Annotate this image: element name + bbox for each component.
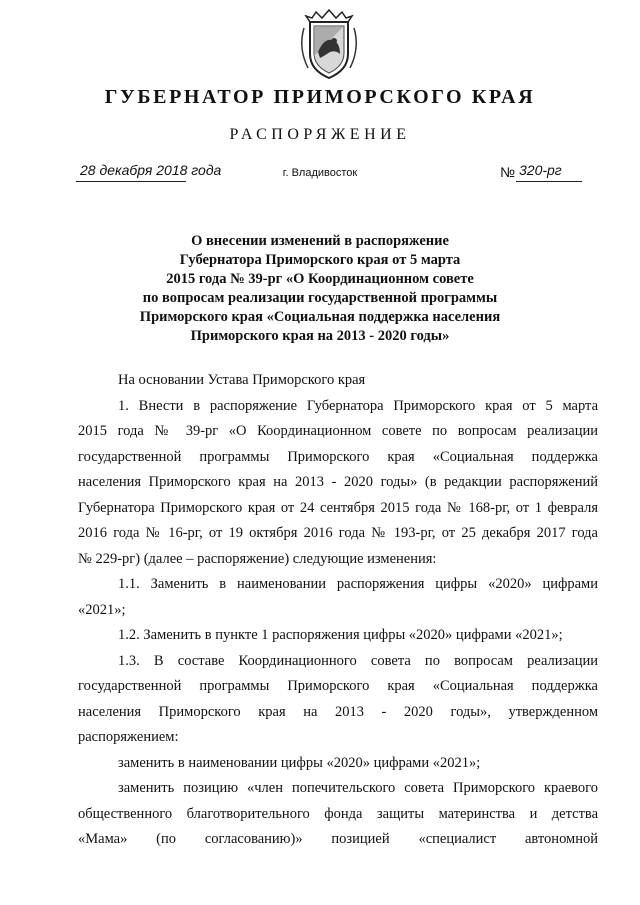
issuer-title: ГУБЕРНАТОР ПРИМОРСКОГО КРАЯ [104,86,536,108]
subject-line: Приморского края «Социальная поддержка населения [139,309,501,325]
date-underline [76,181,186,182]
subject-line: Губернатора Приморского края от 5 марта [179,252,461,268]
coat-of-arms-emblem [296,8,362,84]
body-line: «2021»; [78,601,126,618]
body-line: 1.2. Заменить в пункте 1 распоряжения цифры «2020» цифрами «2021»; [118,627,563,643]
body-line: 2015 года № 39-рг «О Координационном совете по вопросам реализации [78,423,598,439]
body-line: 1. Внести в распоряжение Губернатора Приморского края от 5 марта [118,397,598,414]
body-line: государственной программы Приморского края «Социальная поддержка [78,448,598,465]
subject-line: Приморского края на 2013 - 2020 годы» [190,328,450,344]
body-line: заменить позицию «член попечительского совета Приморского краевого [118,780,598,796]
number-label: № [500,164,516,180]
body-line: населения Приморского края на 2013 - 2020 годы» (в редакции распоряжений [78,474,598,490]
body-line: заменить в наименовании цифры «2020» цифрами «2021»; [118,754,481,771]
number-underline [516,181,582,182]
subject-line: О внесении изменений в распоряжение [191,233,449,249]
body-line: № 229-рг) (далее – распоряжение) следующие изменения: [78,550,437,567]
city-label: г. Владивосток [282,167,358,179]
document-type: РАСПОРЯЖЕНИЕ [229,126,411,143]
body-line: 2016 года № 16-рг, от 19 октября 2016 года № 193-рг, от 25 декабря 2017 года [78,525,598,541]
body-line: «Мама» (по согласованию)» позицией «специалист автономной [78,831,598,847]
body-line: общественного благотворительного фонда защиты материнства и детства [78,805,598,822]
body-line: На основании Устава Приморского края [118,372,366,388]
body-line: 1.3. В составе Координационного совета по вопросам реализации [118,652,598,669]
document-date: 28 декабря 2018 года [80,162,222,178]
subject-line: по вопросам реализации государственной программы [142,290,498,306]
body-line: 1.1. Заменить в наименовании распоряжения цифры «2020» цифрами [118,576,598,592]
body-line: Губернатора Приморского края от 24 сентября 2015 года № 168-рг, от 1 февраля [78,499,598,516]
body-line: государственной программы Приморского края «Социальная поддержка [78,678,598,694]
subject-line: 2015 года № 39-рг «О Координационном совете [166,271,474,287]
document-number: 320-рг [519,162,562,178]
body-line: распоряжением: [78,729,179,745]
body-line: населения Приморского края на 2013 - 2020 годы», утвержденном [78,703,598,720]
document-body [78,368,598,853]
document-subject [0,232,640,346]
